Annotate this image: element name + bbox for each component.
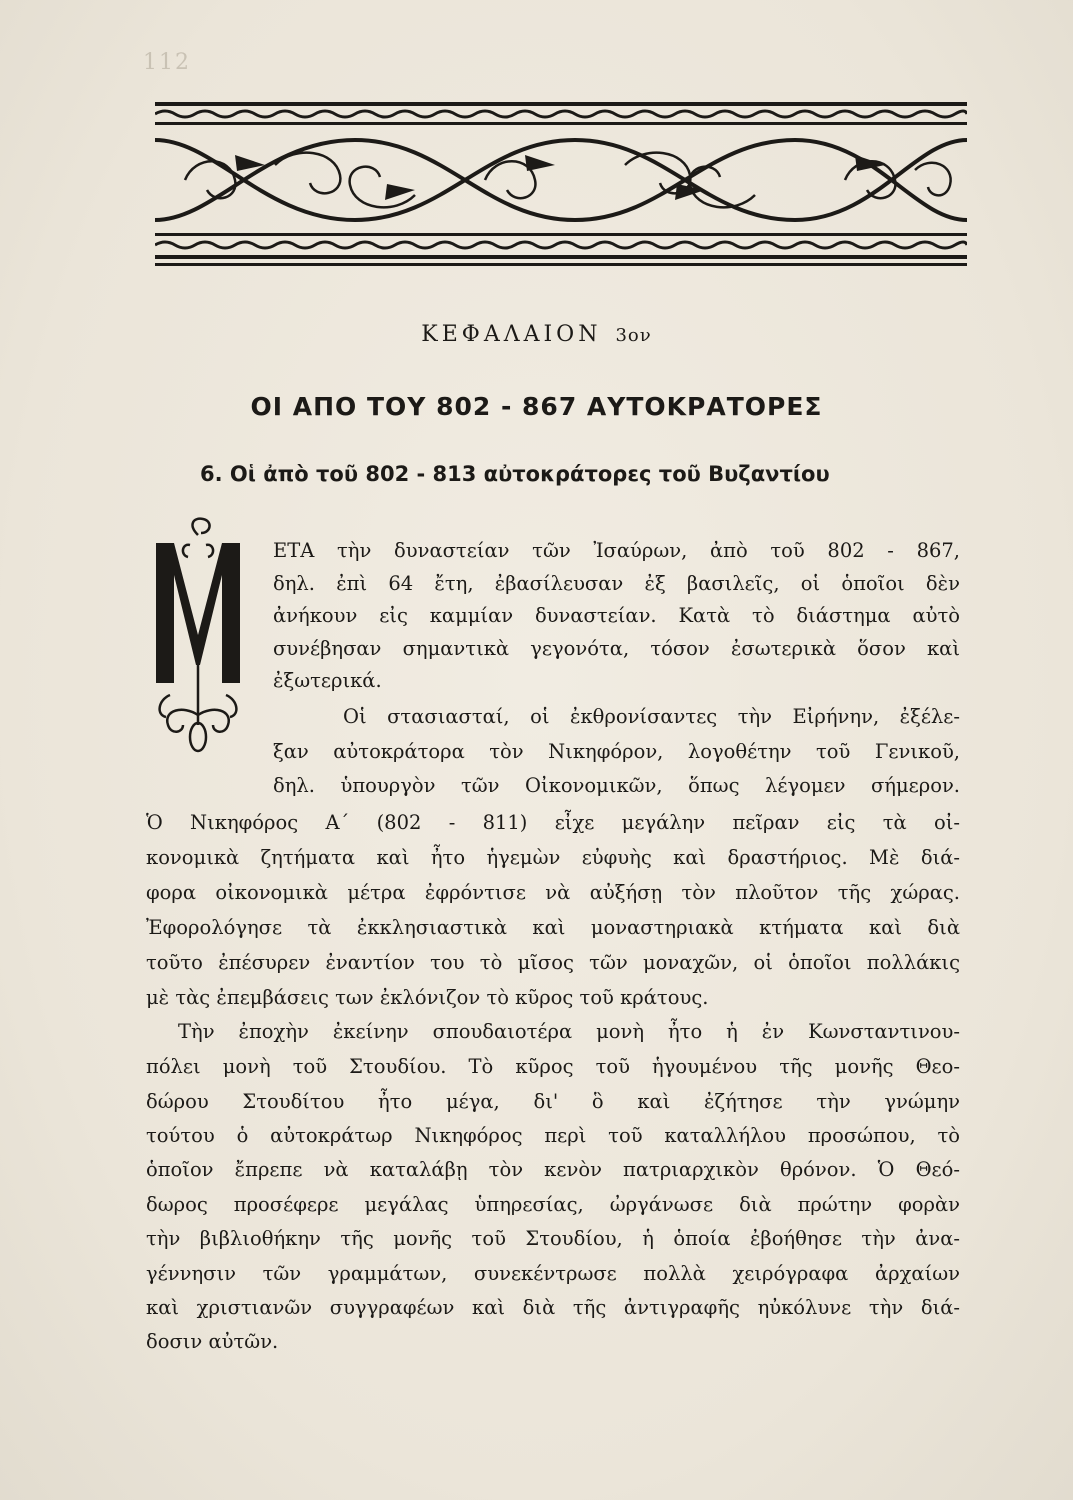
page-number: 112 <box>143 50 191 75</box>
text-line: δωρος προσέφερε μεγάλας ὑπηρεσίας, ὠργάνωσε διὰ πρώτην φορὰν <box>146 1193 960 1216</box>
text-line: τοῦτο ἐπέσυρεν ἐναντίον του τὸ μῖσος τῶν μοναχῶν, οἱ ὁποῖοι πολλάκις <box>146 951 960 974</box>
text-line: ἐξωτερικά. <box>273 669 382 692</box>
text-line: Ὁ Νικηφόρος Α΄ (802 - 811) εἶχε μεγάλην πεῖραν εἰς τὰ οἰ- <box>146 811 960 834</box>
text-line: ὁποῖον ἔπρεπε νὰ καταλάβῃ τὸν κενὸν πατριαρχικὸν θρόνον. Ὁ Θεό- <box>146 1158 960 1181</box>
text-line: Οἱ στασιασταί, οἱ ἐκθρονίσαντες τὴν Εἰρήνην, ἐξέλε- <box>343 705 960 728</box>
text-line: γέννησιν τῶν γραμμάτων, συνεκέντρωσε πολλὰ χειρόγραφα ἀρχαίων <box>146 1262 960 1285</box>
text-line: καὶ χριστιανῶν συγγραφέων καὶ διὰ τῆς ἀντιγραφῆς ηὐκόλυνε τὴν διά- <box>146 1296 960 1319</box>
chapter-number: 3ον <box>615 325 652 346</box>
text-line: Ἐφορολόγησε τὰ ἐκκλησιαστικὰ καὶ μοναστηριακὰ κτήματα καὶ διὰ <box>146 916 960 939</box>
text-line: κονομικὰ ζητήματα καὶ ἦτο ἡγεμὼν εὐφυὴς καὶ δραστήριος. Μὲ διά- <box>146 846 960 869</box>
chapter-label: ΚΕΦΑΛΑΙΟΝ <box>421 322 602 347</box>
text-line: τὴν βιβλιοθήκην τῆς μονῆς τοῦ Στουδίου, ἡ ὁποία ἐβοήθησε τὴν ἀνα- <box>146 1227 960 1250</box>
text-line: δηλ. ὑπουργὸν τῶν Οἰκονομικῶν, ὅπως λέγομεν σήμερον. <box>273 774 960 797</box>
text-line: μὲ τὰς ἐπεμβάσεις των ἐκλόνιζον τὸ κῦρος τοῦ κράτους. <box>146 986 709 1009</box>
text-line: Τὴν ἐποχὴν ἐκείνην σπουδαιοτέρα μονὴ ἦτο ἡ ἐν Κωνσταντινου- <box>178 1020 960 1043</box>
text-line: ΕΤΑ τὴν δυναστείαν τῶν Ἰσαύρων, ἀπὸ τοῦ 802 - 867, <box>273 539 960 562</box>
dropcap-ornament <box>148 515 248 765</box>
chapter-title: ΟΙ ΑΠΟ ΤΟΥ 802 - 867 ΑΥΤΟΚΡΑΤΟΡΕΣ <box>250 392 823 421</box>
text-line: τούτου ὁ αὐτοκράτωρ Νικηφόρος περὶ τοῦ καταλλήλου προσώπου, τὸ <box>146 1124 960 1147</box>
text-line: δώρου Στουδίτου ἦτο μέγα, δι' ὃ καὶ ἐζήτησε τὴν γνώμην <box>146 1090 960 1113</box>
text-line: φορα οἰκονομικὰ μέτρα ἐφρόντισε νὰ αὐξήσῃ τὸν πλοῦτον τῆς χώρας. <box>146 881 960 904</box>
section-heading: 6. Οἱ ἀπὸ τοῦ 802 - 813 αὐτοκράτορες τοῦ Βυζαντίου <box>200 462 830 486</box>
chapter-heading <box>0 322 1073 347</box>
text-line: πόλει μονὴ τοῦ Στουδίου. Τὸ κῦρος τοῦ ἡγουμένου τῆς μονῆς Θεο- <box>146 1055 960 1078</box>
text-line: δοσιν αὐτῶν. <box>146 1330 279 1353</box>
text-line: ξαν αὐτοκράτορα τὸν Νικηφόρον, λογοθέτην τοῦ Γενικοῦ, <box>273 740 960 763</box>
text-line: συνέβησαν σημαντικὰ γεγονότα, τόσον ἐσωτερικὰ ὅσον καὶ <box>273 637 960 660</box>
ornamental-banner <box>155 100 967 270</box>
text-line: δηλ. ἐπὶ 64 ἔτη, ἐβασίλευσαν ἐξ βασιλεῖς, οἱ ὁποῖοι δὲν <box>273 572 960 595</box>
text-line: ἀνήκουν εἰς καμμίαν δυναστείαν. Κατὰ τὸ διάστημα αὐτὸ <box>273 604 960 627</box>
